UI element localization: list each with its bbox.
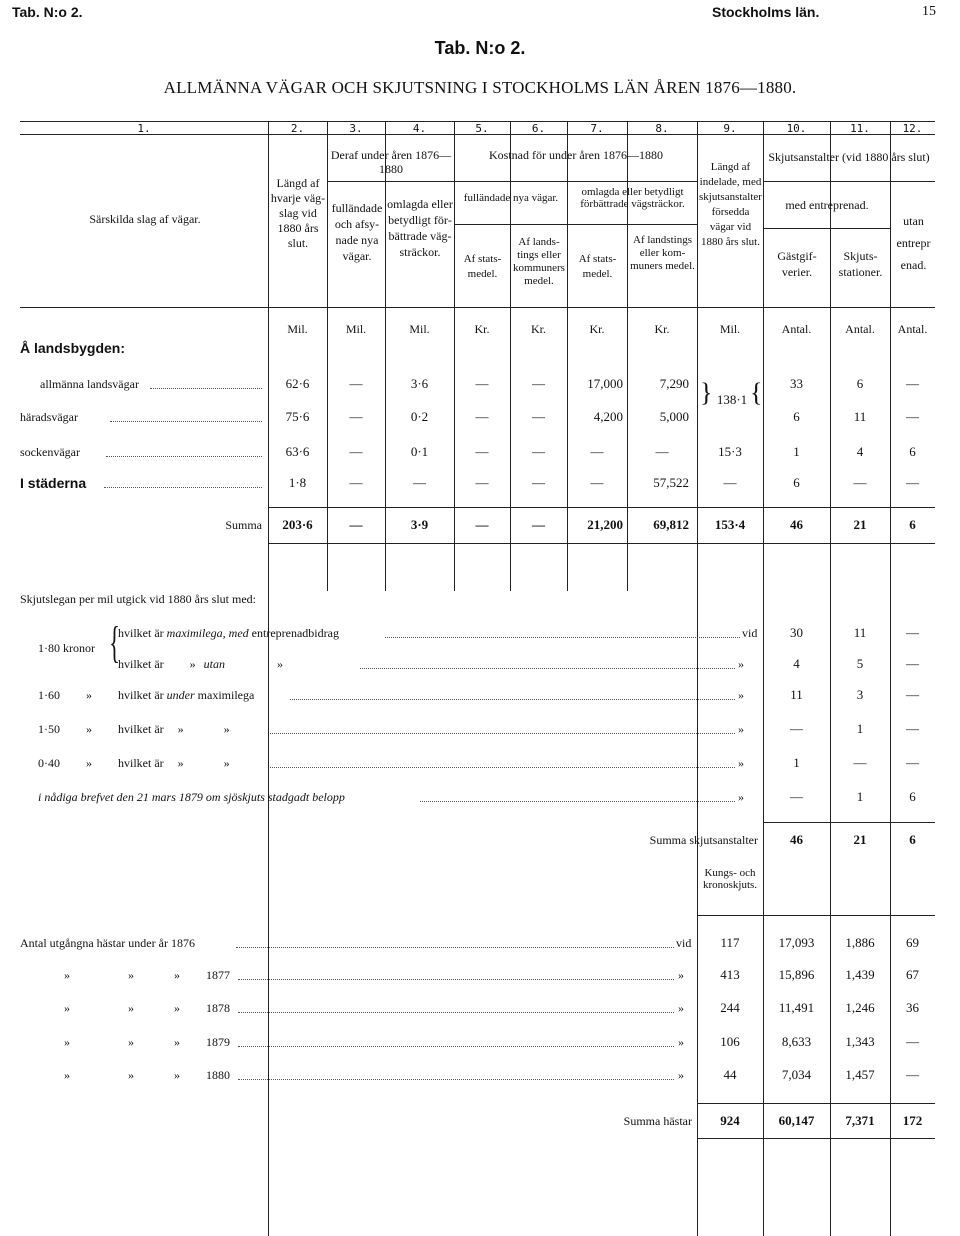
cell: —: [906, 475, 919, 490]
cell: 11,491: [778, 1000, 815, 1015]
ditto-mark: »: [738, 657, 744, 671]
page-number: 15: [922, 4, 936, 19]
cell: —: [906, 1034, 919, 1049]
cell: 1: [856, 789, 864, 804]
ditto-mark: »: [738, 722, 744, 736]
cell-braced-c9: 138·1: [716, 392, 748, 407]
hastar-row: Antal utgångna hästar under år 1876: [20, 936, 195, 950]
cell: 6: [909, 444, 916, 459]
header-c9: Längd af indelade, med skjutsanstalter försedda vägar vid 1880 års slut.: [699, 161, 762, 248]
colnum: 6.: [531, 122, 546, 135]
hastar-year: 1878: [206, 1001, 230, 1015]
cell: —: [723, 475, 737, 490]
summa-cell: —: [532, 517, 545, 532]
unit: Mil.: [719, 322, 741, 336]
header-skjutsanstalter: Skjutsanstalter (vid 1880 års slut): [768, 150, 930, 164]
summa-cell: 924: [720, 1113, 740, 1128]
ditto-mark: »: [128, 968, 134, 982]
cell: 1,886: [845, 935, 875, 950]
header-c6: Af landstings eller kommuners medel.: [513, 236, 565, 287]
cell: 4: [856, 444, 864, 459]
cell: 1: [793, 444, 800, 459]
header-med-entreprenad: med entreprenad.: [785, 198, 869, 212]
cell: —: [906, 376, 919, 391]
summa-cell: 3·9: [410, 517, 429, 532]
cell: —: [906, 721, 919, 736]
summa-cell: —: [475, 517, 489, 532]
unit: Kr.: [654, 322, 670, 336]
brace-right: {: [750, 378, 763, 407]
page-title: ALLMÄNNA VÄGAR OCH SKJUTSNING I STOCKHOLMS LÄN ÅREN 1876—1880.: [163, 78, 797, 97]
ditto-mark: »: [128, 1035, 134, 1049]
legan-row: hvilket är » »: [118, 722, 230, 736]
summa-skjuts-label: Summa skjutsanstalter: [649, 833, 758, 847]
header-omlagda: omlagda eller betydligt förbättrade vägsträckor.: [580, 186, 685, 210]
cell: —: [853, 755, 867, 770]
legan-rate: 1·60: [38, 688, 60, 702]
cell: 8,633: [781, 1034, 812, 1049]
cell: 4: [793, 656, 800, 671]
ditto-mark: »: [174, 1035, 180, 1049]
cell: —: [590, 444, 604, 459]
header-c5: Af statsmedel.: [463, 253, 502, 280]
cell: 57,522: [653, 475, 689, 490]
ditto-mark: »: [678, 1001, 684, 1015]
header-kostnad: Kostnad för under åren 1876—1880: [489, 148, 663, 162]
cell: —: [906, 755, 919, 770]
ditto-mark: »: [128, 1068, 134, 1082]
cell: —: [475, 376, 489, 391]
cell: 5,000: [659, 409, 689, 424]
cell: 1,343: [845, 1034, 875, 1049]
cell: 6: [909, 789, 916, 804]
header-c2: Längd af hvarje vägslag vid 1880 års slut.: [270, 176, 326, 250]
cell: —: [790, 789, 803, 804]
cell: 36: [906, 1000, 919, 1015]
cell: —: [349, 475, 363, 490]
header-c1: Särskilda slag af vägar.: [89, 212, 201, 226]
cell: 244: [720, 1000, 740, 1015]
cell: —: [590, 475, 604, 490]
summa-cell: 21,200: [587, 517, 623, 532]
summa-hastar-label: Summa hästar: [623, 1114, 692, 1128]
unit: Kr.: [474, 322, 490, 336]
row-label: häradsvägar: [20, 410, 78, 424]
colnum: 3.: [349, 122, 363, 135]
cell: 413: [720, 967, 740, 982]
cell: —: [906, 409, 919, 424]
header-kungs: Kungs- och kronoskjuts.: [702, 867, 758, 891]
cell: 4,200: [593, 409, 623, 424]
unit: Mil.: [287, 322, 308, 336]
cell: 6: [793, 475, 800, 490]
cell: 6: [793, 409, 800, 424]
cell: —: [475, 475, 489, 490]
legan-row: hvilket är » utan »: [118, 657, 283, 671]
ditto-mark: »: [678, 1035, 684, 1049]
cell: —: [532, 475, 545, 490]
row-label: I städerna: [20, 475, 87, 491]
cell: 15·3: [718, 444, 742, 459]
colnum: 10.: [786, 122, 807, 135]
summa-cell: 21: [853, 517, 867, 532]
ditto-mark: »: [86, 722, 92, 736]
header-deraf: Deraf under åren 1876—1880: [330, 148, 452, 176]
colnum: 5.: [475, 122, 489, 135]
cell: 17,000: [587, 376, 623, 391]
cell: —: [475, 409, 489, 424]
cell: —: [532, 444, 545, 459]
unit: Mil.: [409, 322, 430, 336]
brace-left: }: [700, 378, 713, 407]
cell: —: [906, 656, 919, 671]
ditto-mark: »: [174, 968, 180, 982]
unit: Antal.: [897, 322, 928, 336]
ditto-mark: »: [738, 756, 744, 770]
unit: Kr.: [531, 322, 546, 336]
cell: 1·8: [288, 475, 307, 490]
cell: 0·2: [410, 409, 429, 424]
header-fullandade: fulländade nya vägar.: [463, 192, 559, 204]
brace-kronor: {: [109, 618, 120, 667]
ditto-mark: »: [64, 968, 70, 982]
legan-row: hvilket är maximilega, med entreprenadbidrag: [118, 626, 339, 640]
summa-cell: 46: [790, 832, 803, 847]
summa-cell: 172: [902, 1113, 923, 1128]
cell: 3·6: [410, 376, 429, 391]
cell: —: [906, 625, 919, 640]
unit: Mil.: [345, 322, 367, 336]
ditto-mark: »: [128, 1001, 134, 1015]
header-c4: omlagda eller betydligt förbättrade vägsträckor.: [387, 197, 453, 259]
legan-row: hvilket är under maximilega: [118, 688, 255, 702]
cell: 0·1: [410, 444, 429, 459]
summa-cell: 153·4: [714, 517, 746, 532]
cell: —: [413, 475, 426, 490]
row-label: allmänna landsvägar: [40, 377, 139, 391]
hastar-year: 1877: [206, 968, 230, 982]
colnum: 12.: [902, 122, 923, 135]
cell: —: [532, 376, 545, 391]
header-c3: fulländade och afsynade nya vägar.: [331, 201, 383, 263]
legan-vid: vid: [742, 626, 758, 640]
cell: 3: [856, 687, 864, 702]
cell: 11: [853, 625, 867, 640]
summa-cell: 46: [790, 517, 803, 532]
ditto-mark: »: [86, 688, 92, 702]
cell: 7,034: [781, 1067, 812, 1082]
unit: Antal.: [845, 322, 875, 336]
hastar-year: 1880: [206, 1068, 230, 1082]
summa-cell: 6: [909, 517, 916, 532]
cell: —: [655, 444, 669, 459]
hastar-vid: vid: [676, 936, 692, 950]
legan-intro: Skjutslegan per mil utgick vid 1880 års slut med:: [20, 592, 256, 606]
ditto-mark: »: [64, 1068, 70, 1082]
summa-label: Summa: [225, 518, 262, 532]
unit: Kr.: [589, 322, 605, 336]
summa-cell: 6: [909, 832, 916, 847]
cell: 62·6: [285, 376, 310, 391]
cell: 67: [906, 967, 919, 982]
cell: 75·6: [285, 409, 310, 424]
section-landsbygden: Å landsbygden:: [20, 340, 126, 356]
ditto-mark: »: [86, 756, 92, 770]
ditto-mark: »: [678, 1068, 684, 1082]
ditto-mark: »: [678, 968, 684, 982]
cell: 7,290: [659, 376, 689, 391]
legan-row: i nådiga brefvet den 21 mars 1879 om sjöskjuts stadgadt belopp: [38, 790, 345, 804]
colnum: 8.: [655, 122, 669, 135]
summa-cell: 69,812: [653, 517, 689, 532]
colnum: 1.: [137, 122, 151, 135]
table-number: Tab. N:o 2.: [434, 38, 526, 58]
colnum: 9.: [723, 122, 737, 135]
colnum: 7.: [590, 122, 604, 135]
cell: 17,093: [778, 935, 815, 950]
cell: —: [853, 475, 867, 490]
ditto-mark: »: [738, 790, 744, 804]
legan-rate: 1·50: [38, 722, 60, 736]
cell: —: [349, 409, 363, 424]
running-head-county: Stockholms län.: [712, 4, 820, 20]
summa-cell: 21: [853, 832, 867, 847]
ditto-mark: »: [738, 688, 744, 702]
summa-cell: 7,371: [845, 1113, 875, 1128]
ditto-mark: »: [174, 1068, 180, 1082]
unit: Antal.: [781, 322, 812, 336]
cell: —: [906, 687, 919, 702]
hastar-year: 1879: [206, 1035, 230, 1049]
summa-cell: —: [349, 517, 363, 532]
colnum: 4.: [412, 122, 427, 135]
cell: 1,457: [845, 1067, 875, 1082]
cell: 1,439: [845, 967, 875, 982]
colnum: 2.: [290, 122, 305, 135]
cell: 63·6: [285, 444, 310, 459]
ditto-mark: »: [64, 1001, 70, 1015]
cell: 5: [856, 656, 864, 671]
cell: 44: [723, 1067, 737, 1082]
summa-cell: 60,147: [778, 1113, 815, 1128]
legan-kronor: 1·80 kronor: [38, 641, 95, 655]
header-c12: utan entreprenad.: [896, 214, 931, 272]
cell: 33: [790, 376, 803, 391]
cell: —: [906, 1067, 919, 1082]
cell: 1,246: [845, 1000, 875, 1015]
colnum: 11.: [850, 122, 870, 135]
header-c8: Af landstings eller kommuners medel.: [630, 234, 695, 272]
cell: —: [532, 409, 545, 424]
row-label: sockenvägar: [20, 445, 80, 459]
header-c7: Af statsmedel.: [578, 253, 617, 280]
cell: 15,896: [778, 967, 815, 982]
ditto-mark: »: [64, 1035, 70, 1049]
cell: 106: [720, 1034, 740, 1049]
cell: 11: [790, 687, 803, 702]
cell: 1: [793, 755, 800, 770]
cell: 6: [856, 376, 864, 391]
summa-cell: 203·6: [282, 517, 313, 532]
cell: —: [349, 376, 363, 391]
legan-row: hvilket är » »: [118, 756, 230, 770]
cell: —: [475, 444, 489, 459]
header-c11: Skjutsstationer.: [838, 249, 883, 279]
cell: 117: [720, 935, 740, 950]
cell: 1: [856, 721, 864, 736]
cell: 69: [906, 935, 919, 950]
header-c10: Gästgifverier.: [777, 249, 817, 279]
cell: 30: [790, 625, 803, 640]
cell: 11: [853, 409, 867, 424]
running-head-tab: Tab. N:o 2.: [12, 4, 83, 20]
ditto-mark: »: [174, 1001, 180, 1015]
legan-rate: 0·40: [38, 756, 60, 770]
cell: —: [790, 721, 803, 736]
cell: —: [349, 444, 363, 459]
